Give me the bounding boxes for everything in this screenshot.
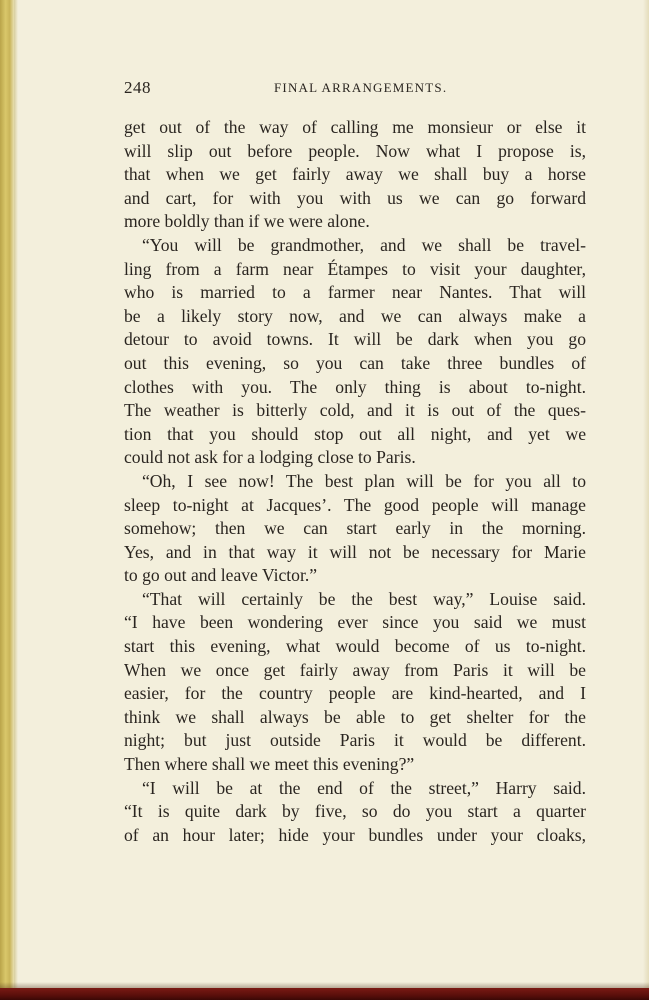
text-line: to go out and leave Victor.”: [124, 565, 318, 586]
text-line: Then where shall we meet this evening?”: [124, 754, 415, 775]
text-line: get out of the way of calling me monsieur or else it: [124, 117, 586, 137]
text-line: When we once get fairly away from Paris it will be: [124, 659, 586, 680]
text-line: think we shall always be able to get shelter for the: [124, 706, 586, 727]
book-cover-edge: [0, 988, 649, 1000]
text-line: start this evening, what would become of us to-night.: [124, 636, 586, 657]
text-line: “It is quite dark by five, so do you start a quarter: [124, 801, 586, 822]
text-line: “That will certainly be the best way,” Louise said.: [142, 588, 586, 609]
text-line: detour to avoid towns. It will be dark when you go: [124, 329, 586, 350]
text-line: and cart, for with you with us we can go forward: [124, 187, 586, 208]
page-right-edge: [643, 0, 649, 1000]
text-line: night; but just outside Paris it would be different.: [124, 730, 586, 751]
text-line: of an hour later; hide your bundles under your cloaks,: [124, 824, 586, 845]
text-line: will slip out before people. Now what I propose is,: [124, 140, 586, 161]
running-title: FINAL ARRANGEMENTS.: [274, 80, 448, 95]
text-line: tion that you should stop out all night, and yet we: [124, 423, 586, 444]
body-text: [124, 116, 586, 847]
text-line: “I will be at the end of the street,” Harry said.: [142, 777, 586, 798]
text-line: could not ask for a lodging close to Paris.: [124, 447, 416, 468]
text-line: be a likely story now, and we can always make a: [124, 305, 586, 326]
text-line: more boldly than if we were alone.: [124, 211, 370, 232]
page-number: 248: [124, 78, 151, 97]
text-line: that when we get fairly away we shall buy a horse: [124, 164, 586, 185]
text-line: Yes, and in that way it will not be necessary for Marie: [124, 541, 586, 562]
text-line: out this evening, so you can take three bundles of: [124, 352, 586, 373]
page-header: [124, 78, 586, 100]
text-line: who is married to a farmer near Nantes. That will: [124, 282, 586, 303]
text-line: “Oh, I see now! The best plan will be for you all to: [142, 470, 586, 491]
text-line: ling from a farm near Étampes to visit your daughter,: [124, 258, 586, 279]
text-line: clothes with you. The only thing is about to-night.: [124, 376, 586, 397]
text-line: The weather is bitterly cold, and it is out of the ques-: [124, 400, 586, 421]
text-line: easier, for the country people are kind-hearted, and I: [124, 683, 586, 704]
book-spine-gutter: [0, 0, 14, 1000]
text-line: “You will be grandmother, and we shall be travel-: [142, 234, 586, 255]
text-line: sleep to-night at Jacques’. The good people will manage: [124, 494, 586, 515]
text-line: “I have been wondering ever since you said we must: [124, 612, 586, 633]
text-line: somehow; then we can start early in the morning.: [124, 518, 586, 539]
gutter-shadow: [14, 0, 18, 1000]
